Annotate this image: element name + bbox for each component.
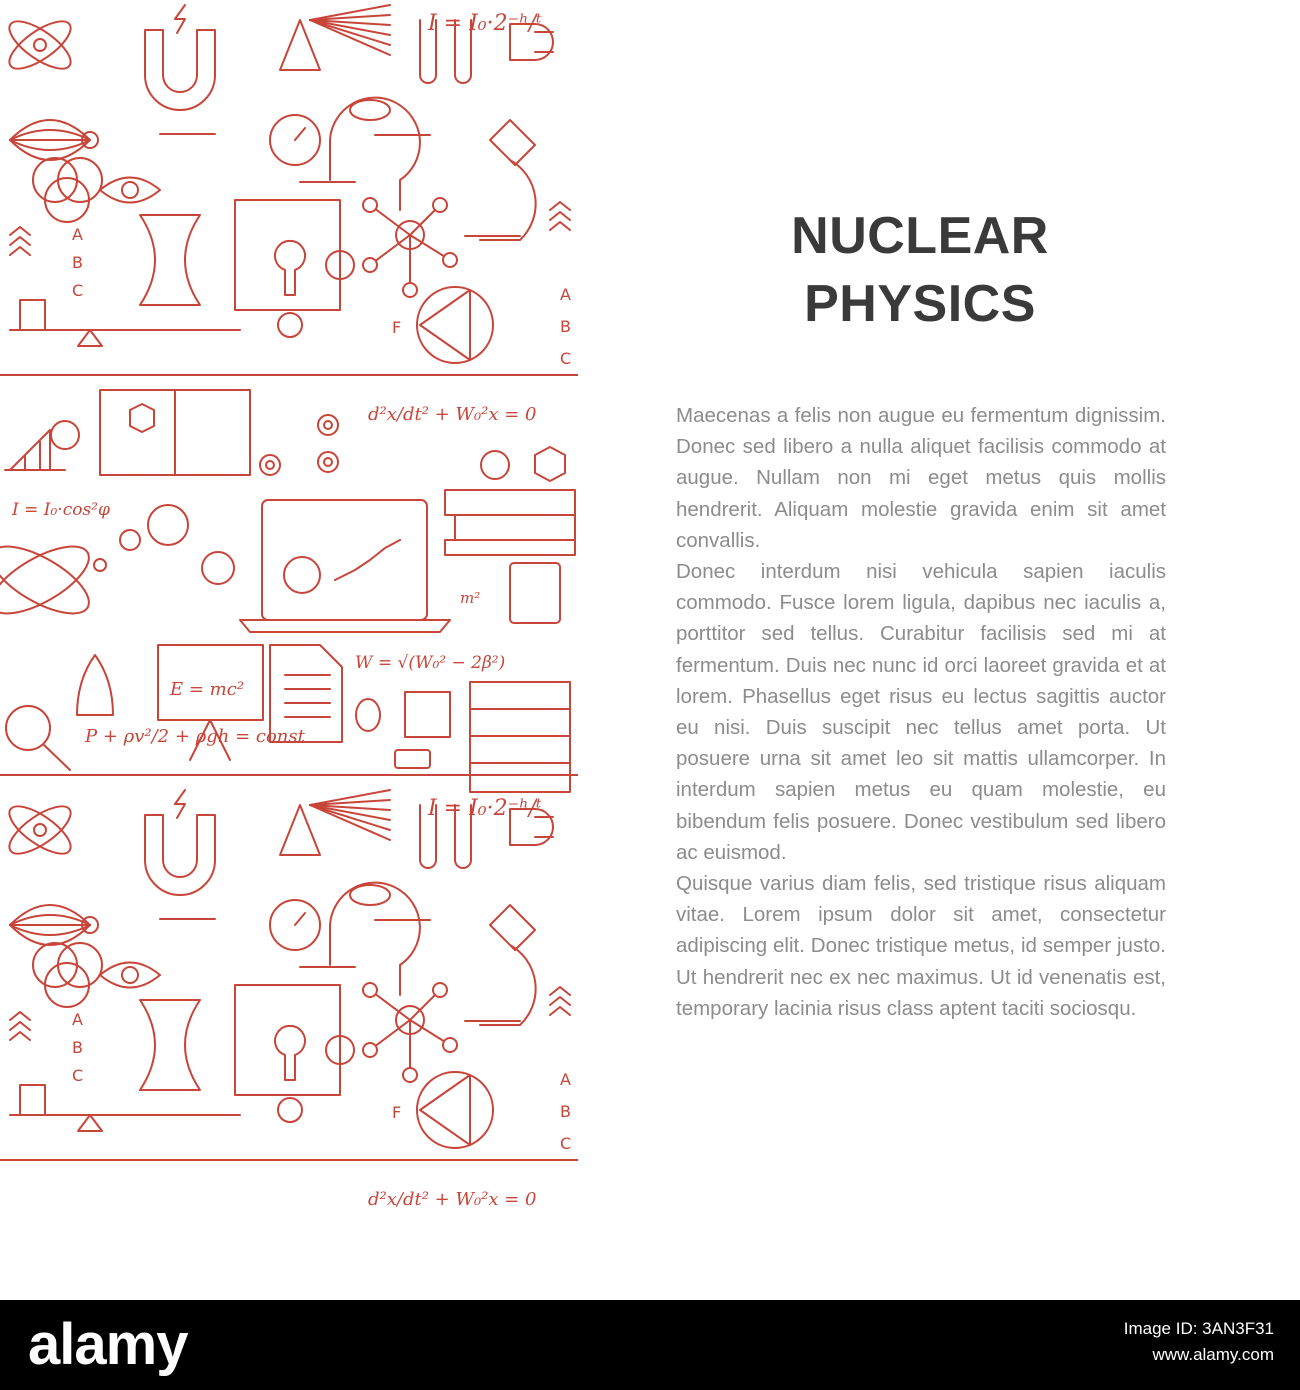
calculator-icon — [510, 563, 560, 623]
field-line — [10, 140, 90, 150]
molecule-atom-icon — [433, 198, 447, 212]
molecule-small-icon — [120, 530, 140, 550]
molecule-small-icon — [94, 559, 106, 571]
venn-circle-icon — [45, 963, 89, 1007]
venn-circle-icon — [33, 943, 77, 987]
venn-circle-icon — [58, 943, 102, 987]
chevron-up-icon — [550, 222, 570, 230]
label-c: C — [72, 281, 84, 300]
body-text — [676, 400, 1166, 1024]
compass-icon — [51, 421, 79, 449]
label-b: B — [560, 317, 571, 336]
circuit-icon — [235, 200, 340, 310]
chevron-up-icon — [550, 202, 570, 210]
resistor-icon — [278, 313, 302, 337]
molecule-atom-icon — [363, 1043, 377, 1057]
formula-oscillator: d²x/dt² + W₀²x = 0 — [368, 1189, 537, 1210]
head-atom-icon — [350, 885, 390, 905]
label-f: F — [392, 318, 402, 337]
bulb-icon — [275, 241, 305, 295]
title-line-1: NUCLEAR — [791, 207, 1049, 265]
stock-meta — [1124, 1316, 1274, 1368]
stopwatch-hand — [295, 128, 305, 140]
microscope-icon — [480, 905, 536, 1025]
field-line — [10, 925, 90, 935]
head-icon — [330, 98, 420, 210]
chevron-up-icon — [550, 987, 570, 995]
formula-frequency: W = √(W₀² − 2β²) — [355, 653, 506, 673]
pendulum-icon — [148, 505, 188, 545]
book-stack-icon — [455, 515, 575, 540]
rocket-icon — [77, 655, 113, 715]
eye-pupil-icon — [122, 182, 138, 198]
image-id: Image ID: 3AN3F31 — [1123, 1319, 1274, 1338]
chevron-up-icon — [10, 227, 30, 235]
molecule-atom-icon — [443, 253, 457, 267]
page-title — [720, 202, 1120, 338]
eye-pupil-icon — [122, 967, 138, 983]
molecule-atom-icon — [403, 283, 417, 297]
line-chart-icon — [335, 540, 400, 580]
pie-chart-icon — [284, 557, 320, 593]
label-c: C — [72, 1066, 84, 1085]
book-stack-icon — [445, 490, 575, 515]
atom-nucleus-icon — [34, 39, 46, 51]
gear-hub — [266, 461, 274, 469]
gear-icon — [318, 415, 338, 435]
molecule-atom-icon — [363, 258, 377, 272]
resistor-icon — [278, 1098, 302, 1122]
lightning-icon — [175, 790, 185, 818]
fulcrum-icon — [78, 330, 102, 346]
stopwatch-hand — [295, 913, 305, 925]
optics-circle-icon — [417, 287, 493, 363]
pattern-group — [0, 5, 578, 1210]
gear-hub — [324, 458, 332, 466]
formula-intensity-decay: I = I₀·2⁻ʰ/ᵗ — [428, 11, 542, 36]
book-stack-icon — [445, 540, 575, 555]
gear-icon — [260, 455, 280, 475]
formula-intensity-decay: I = I₀·2⁻ʰ/ᵗ — [428, 796, 542, 821]
formula-mass-energy: E = mc² — [170, 679, 245, 700]
gear-icon — [318, 452, 338, 472]
pattern-svg — [0, 0, 578, 1300]
venn-circle-icon — [45, 178, 89, 222]
weight-icon — [20, 1085, 45, 1115]
lens-icon — [140, 1000, 200, 1090]
formula-malus-law: I = I₀·cos²φ — [12, 500, 110, 520]
label-c: C — [560, 349, 572, 368]
formula-area-unit: m² — [460, 589, 481, 607]
laptop-icon — [262, 500, 427, 620]
stock-footer — [0, 1300, 1300, 1390]
prism-icon — [280, 20, 320, 70]
label-a: A — [560, 285, 571, 304]
molecule-atom-icon — [363, 983, 377, 997]
molecule-atom-icon — [443, 1038, 457, 1052]
title-line-2: PHYSICS — [804, 275, 1036, 333]
magnifier-handle — [44, 745, 70, 770]
paragraph-1: Maecenas a felis non augue eu fermentum dignissim. Donec sed libero a nulla aliquet facilisis commodo at augue. Nullam non mi eget metus quis mollis hendrerit. Aliquam molestie gravida enim sit amet convallis. — [676, 404, 1166, 552]
chevron-up-icon — [10, 1032, 30, 1040]
lightning-icon — [175, 5, 185, 33]
laptop-base-icon — [240, 620, 450, 632]
lens-icon — [140, 215, 200, 305]
venn-circle-icon — [58, 158, 102, 202]
fulcrum-icon — [78, 1115, 102, 1131]
atom-nucleus-icon — [34, 824, 46, 836]
venn-circle-icon — [33, 158, 77, 202]
label-a: A — [72, 225, 83, 244]
chip-icon — [405, 692, 450, 737]
chevron-up-icon — [550, 1007, 570, 1015]
label-b: B — [72, 1038, 83, 1057]
prism-icon — [280, 805, 320, 855]
formula-bernoulli: P + ρv²/2 + ρgh = const — [85, 726, 305, 747]
magnet-icon — [145, 30, 215, 110]
field-line — [10, 130, 90, 140]
physics-line-pattern — [0, 0, 578, 1300]
magnifier-icon — [6, 706, 50, 750]
chevron-up-icon — [10, 1022, 30, 1030]
field-line — [10, 915, 90, 925]
optics-circle-icon — [417, 1072, 493, 1148]
chevron-up-icon — [10, 247, 30, 255]
chevron-up-icon — [550, 997, 570, 1005]
stock-site: www.alamy.com — [1152, 1345, 1274, 1364]
stock-logo: alamy — [28, 1312, 188, 1377]
paragraph-2: Donec interdum nisi vehicula sapien iaculis commodo. Fusce lorem ligula, dapibus nec iaculis a, porttitor sed tellus. Curabitur facilisis sed mi at fermentum. Duis nec nunc id orci laoreet gravida et at lorem. Phasellus eget risus eu lectus sagittis auctor eu nisi. Duis suscipit nec tellus amet porta. Ut posuere urna sit amet leo sit mattis ullamcorper. In interdum sapien metus eu quam molestie, eu bibendum felis posuere. Donec vestibulum sed libero ac euismod. — [676, 560, 1166, 864]
dodecahedron-icon — [130, 404, 154, 432]
molecule-atom-icon — [433, 983, 447, 997]
optics-triangle — [420, 290, 470, 360]
magnet-icon — [145, 815, 215, 895]
bulb-icon — [275, 1026, 305, 1080]
circuit-icon — [235, 985, 340, 1095]
molecule-atom-icon — [363, 198, 377, 212]
bug-icon — [356, 699, 380, 731]
microscope-icon — [480, 120, 536, 240]
chevron-up-icon — [550, 212, 570, 220]
label-c: C — [560, 1134, 572, 1153]
label-a: A — [72, 1010, 83, 1029]
head-icon — [330, 883, 420, 995]
molecule-atom-icon — [403, 1068, 417, 1082]
chevron-up-icon — [10, 237, 30, 245]
paragraph-3: Quisque varius diam felis, sed tristique risus aliquam vitae. Lorem ipsum dolor sit amet, consectetur adipiscing elit. Donec tristique metus, id semper justo. Ut hendrerit nec ex nec maximus. Ut id venenatis est, temporary lacinia risus class aptent taciti sociosqu. — [676, 872, 1166, 1020]
gear-hub — [324, 421, 332, 429]
optics-triangle — [420, 1075, 470, 1145]
pendulum-icon — [202, 552, 234, 584]
head-atom-icon — [350, 100, 390, 120]
label-b: B — [560, 1102, 571, 1121]
label-a: A — [560, 1070, 571, 1089]
chevron-up-icon — [10, 1012, 30, 1020]
label-f: F — [392, 1103, 402, 1122]
weight-icon — [20, 300, 45, 330]
formula-oscillator: d²x/dt² + W₀²x = 0 — [368, 404, 537, 425]
label-b: B — [72, 253, 83, 272]
apple-icon — [481, 451, 509, 479]
usb-icon — [395, 750, 430, 768]
bar-chart-icon — [5, 430, 65, 470]
cube-icon — [535, 447, 565, 481]
